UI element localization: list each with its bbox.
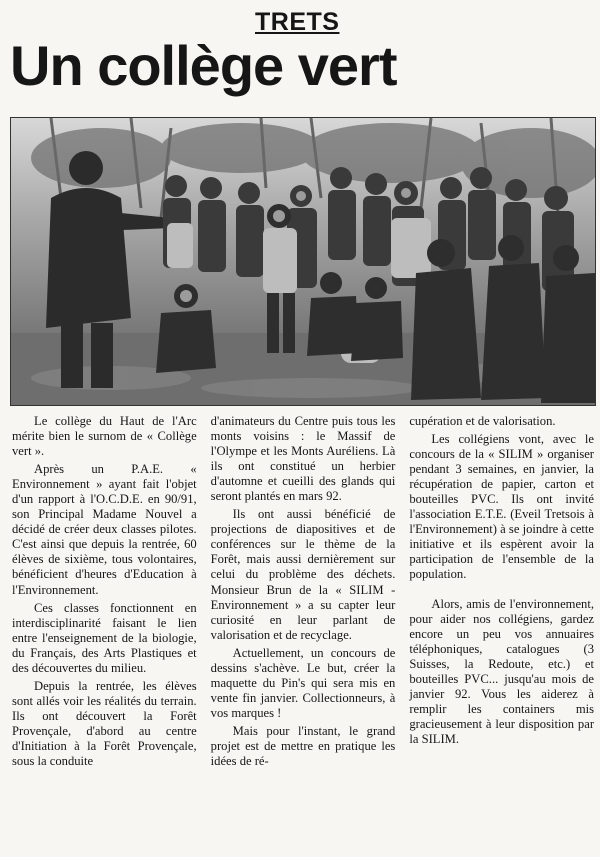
- column-2: [211, 414, 396, 844]
- article-headline: Un collège vert: [10, 34, 397, 97]
- paragraph: Actuellement, un concours de dessins s'achève. Le but, créer la maquette du Pin's qui sera mis en vente fin janvier. Collectionneurs, à vos marques !: [210, 645, 396, 720]
- paragraph: Ils ont aussi bénéficié de projections de diapositives et de conférences sur le thème de la Forêt, mais aussi dernièrement sur celui du problème des déchets. Monsieur Brun de la « SILIM - Environnement » a su capter leur curiosité en leur parlant de valorisation et de recyclage.: [210, 507, 396, 642]
- article-photo: [10, 117, 596, 406]
- column-1: [12, 414, 197, 844]
- column-3: [409, 414, 594, 844]
- paragraph: Ces classes fonctionnent en interdisciplinarité faisant le lien entre l'enseignement de la biologie, du Français, des Arts Plastiques et des découvertes du milieu.: [12, 600, 197, 675]
- paragraph: Les collégiens vont, avec le concours de la « SILIM » organiser pendant 3 semaines, en janvier, la récupération de papier, carton et bouteilles PVC. Ils ont invité l'association E.T.E. (Eveil Tretsois à l'Environnement) à se joindre à cette initiative et ils espèrent avoir la participation de l'ensemble de la population.: [409, 432, 595, 582]
- paragraph: cupération et de valorisation.: [409, 414, 556, 428]
- paragraph: Après un P.A.E. « Environnement » ayant fait l'objet d'un rapport à l'O.C.D.E. en 90/91, son Principal Madame Nouvel a décidé de créer deux classes pilotes. C'est ainsi que depuis la rentrée, 60 élèves de sixième, tous volontaires, bénéficient d'heures d'Education à l'Environnement.: [12, 462, 197, 597]
- paragraph: Depuis la rentrée, les élèves sont allés voir les réalités du terrain. Ils ont découvert la Forêt Provençale, d'abord au centre d'Initiation à la Forêt Provençale, sous la conduite: [12, 678, 197, 769]
- group-photo-icon: [11, 118, 595, 405]
- paragraph: Alors, amis de l'environnement, pour aider nos collégiens, gardez encore un peu vos annuaires téléphoniques, catalogues (3 Suisses, la Redoute, etc.) et bouteilles PVC... jusqu'au mois de janvier 92. Vous les aiderez à remplir les containers mis gracieusement à leur disposition par la SILIM.: [409, 596, 595, 746]
- paragraph: Le collège du Haut de l'Arc mérite bien le surnom de « Collège vert ».: [12, 414, 197, 459]
- section-rubric: TRETS: [255, 8, 340, 36]
- article-body: [12, 414, 594, 844]
- paragraph: d'animateurs du Centre puis tous les monts voisins : le Massif de l'Olympe et les Monts Auréliens. Là ils ont constitué un herbier d'automne et cueilli des glands qui seront plantés en mars 92.: [210, 414, 396, 504]
- paragraph: Mais pour l'instant, le grand projet est de mettre en pratique les idées de ré-: [210, 723, 396, 769]
